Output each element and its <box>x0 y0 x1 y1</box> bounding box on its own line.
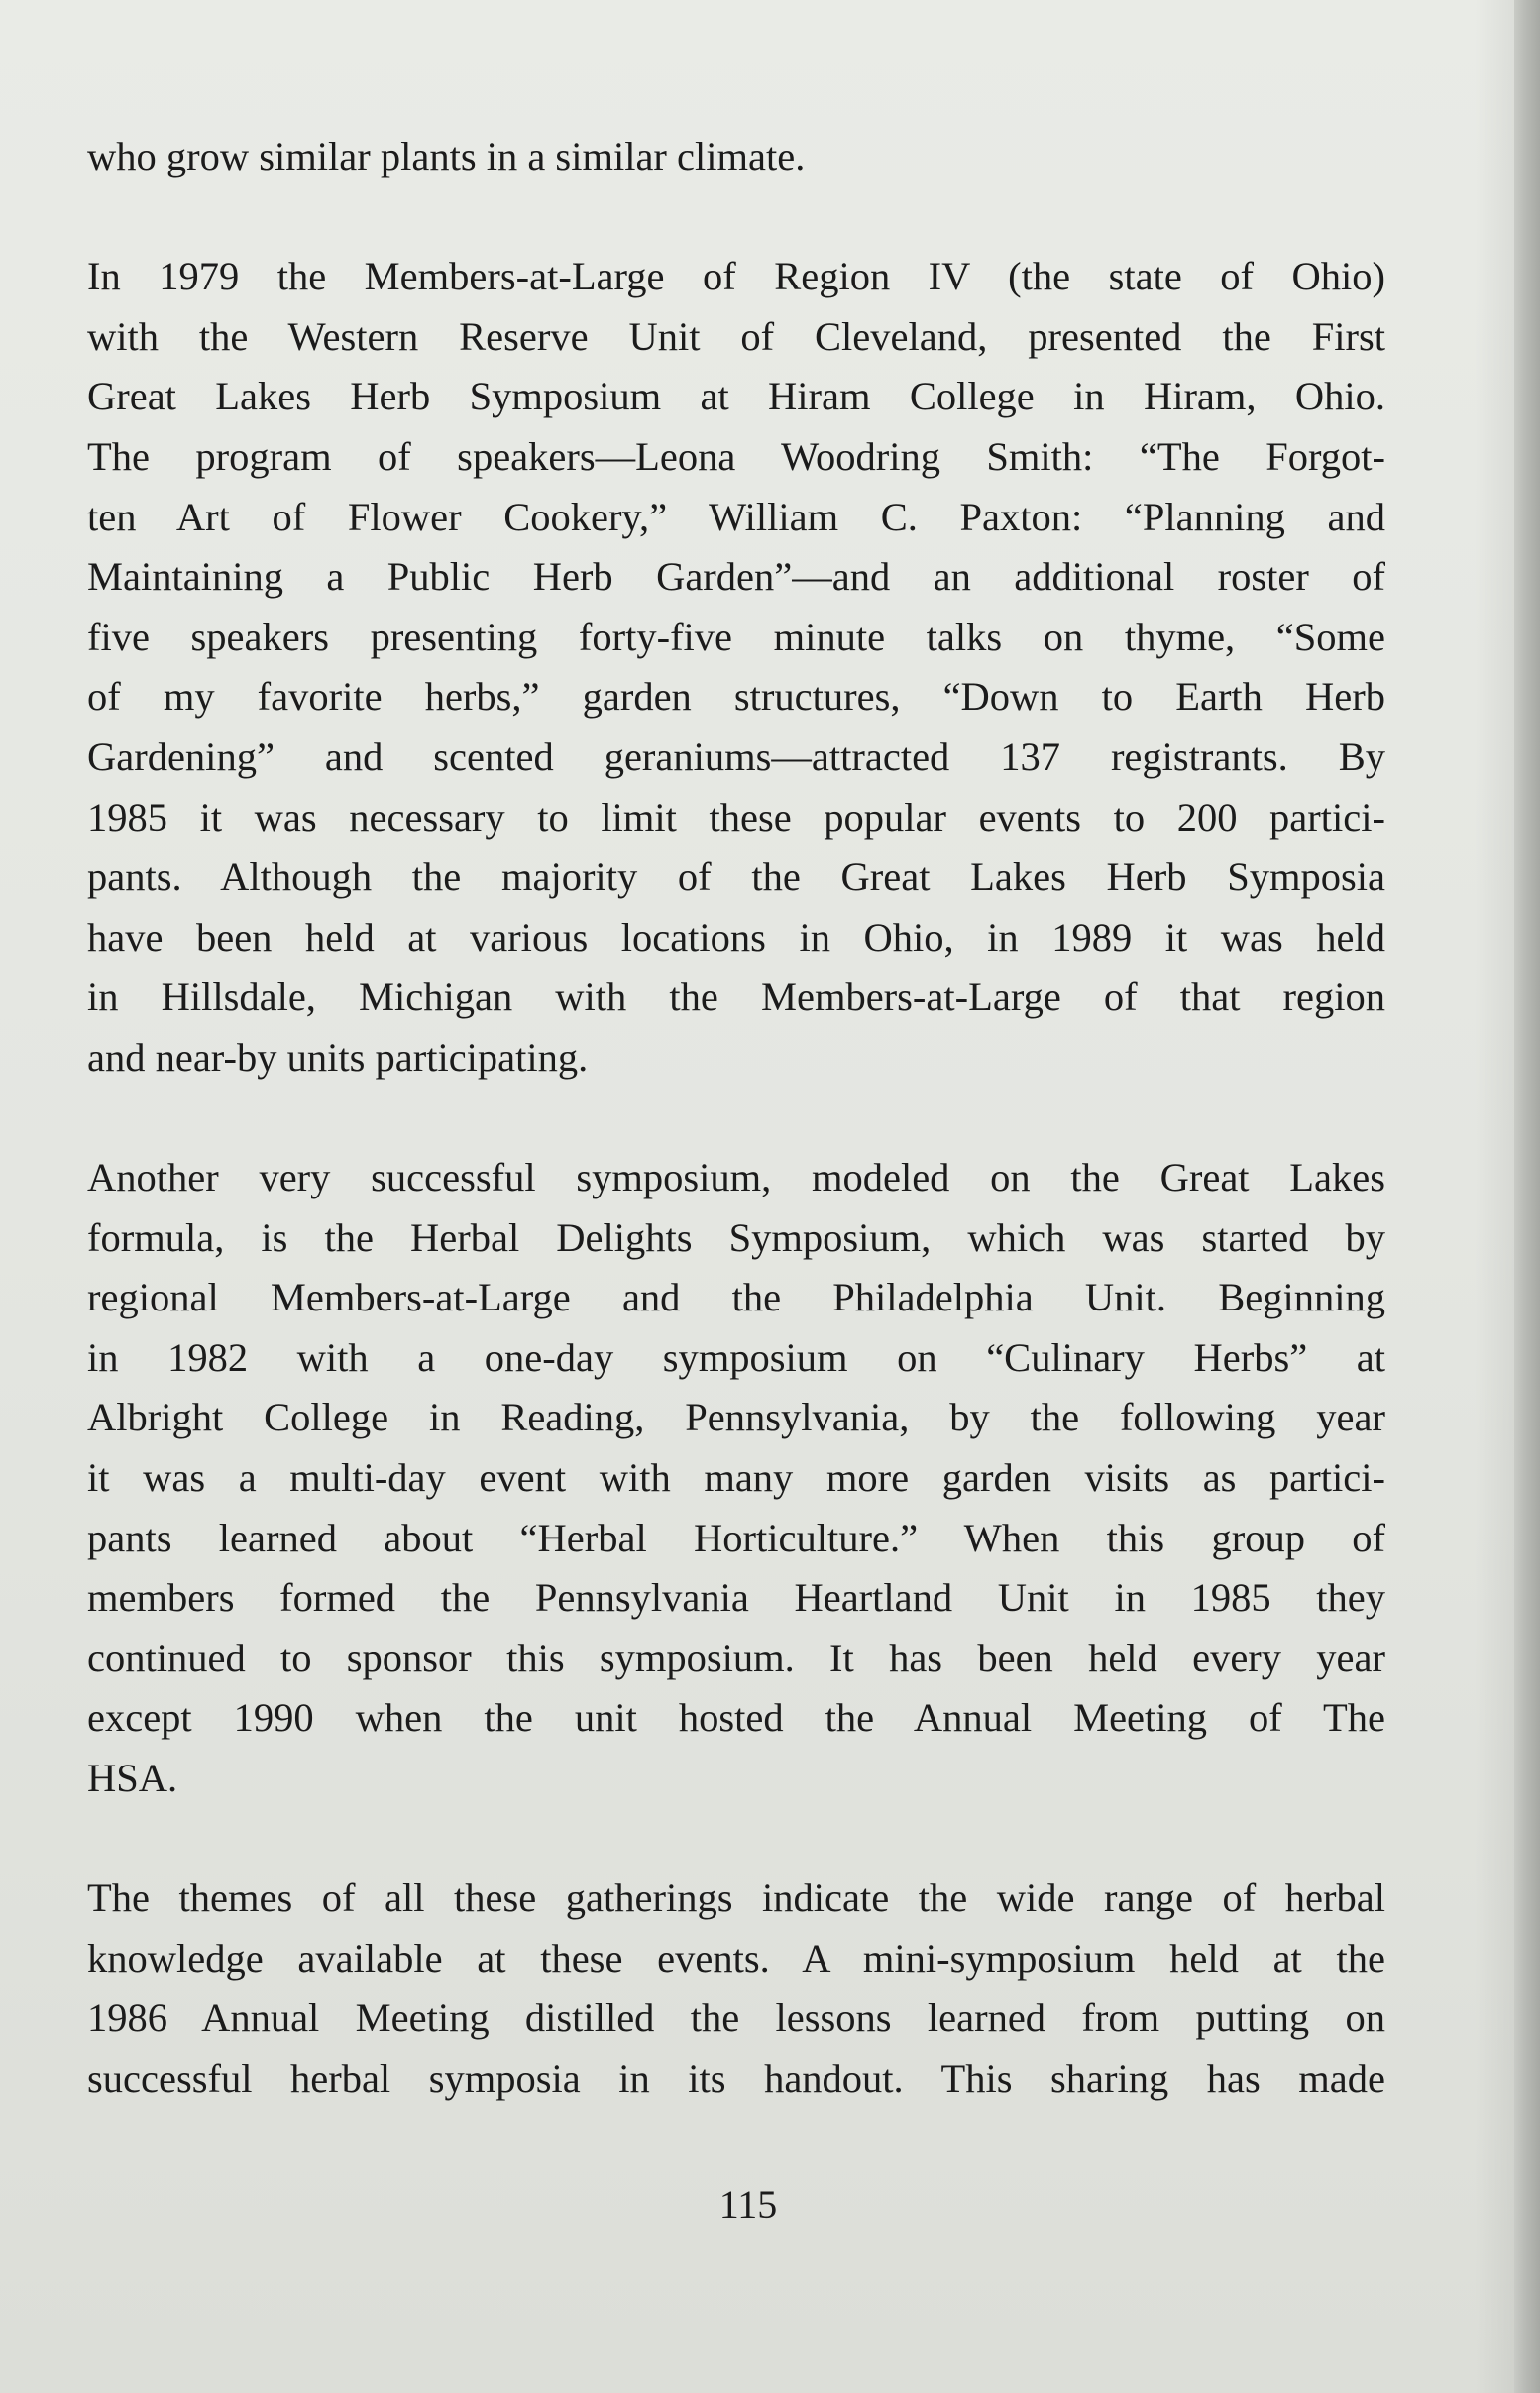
text-line: in 1982 with a one-day symposium on “Culinary Herbs” at <box>87 1334 1385 1380</box>
text-line: continued to sponsor this symposium. It has been held every year <box>87 1635 1385 1680</box>
paragraph-2 <box>87 1148 1385 1809</box>
paragraph-gap <box>87 187 1385 248</box>
text-line: 1985 it was necessary to limit these popular events to 200 partici- <box>87 794 1385 840</box>
page-edge <box>1514 0 1540 2393</box>
paragraph-gap <box>87 1809 1385 1870</box>
text-line: knowledge available at these events. A mini-symposium held at the <box>87 1935 1385 1981</box>
text-line: In 1979 the Members-at-Large of Region IV (the state of Ohio) <box>87 254 1385 299</box>
text-line: pants learned about “Herbal Horticulture.” When this group of <box>87 1515 1385 1560</box>
text-line: Great Lakes Herb Symposium at Hiram College in Hiram, Ohio. <box>87 374 1385 419</box>
text-line: it was a multi-day event with many more garden visits as partici- <box>87 1455 1385 1501</box>
text-line: with the Western Reserve Unit of Cleveland, presented the First <box>87 313 1385 359</box>
text-line: The program of speakers—Leona Woodring Smith: “The Forgot- <box>87 433 1385 479</box>
text-line: of my favorite herbs,” garden structures, “Down to Earth Herb <box>87 674 1385 720</box>
text-line: The themes of all these gatherings indicate the wide range of herbal <box>87 1876 1385 1921</box>
text-line: ten Art of Flower Cookery,” William C. Paxton: “Planning and <box>87 494 1385 539</box>
text-line: Albright College in Reading, Pennsylvania, by the following year <box>87 1395 1385 1440</box>
text-line: five speakers presenting forty-five minute talks on thyme, “Some <box>87 614 1385 659</box>
text-line: in Hillsdale, Michigan with the Members-at-Large of that region <box>87 974 1385 1020</box>
paragraph-1 <box>87 247 1385 1087</box>
lead-line: who grow similar plants in a similar climate. <box>87 134 806 178</box>
page-number: 115 <box>718 2182 778 2226</box>
paragraph-gap <box>87 1088 1385 1149</box>
text-line: formula, is the Herbal Delights Symposium, which was started by <box>87 1214 1385 1260</box>
text-line: successful herbal symposia in its handout. This sharing has made <box>87 2056 1385 2101</box>
text-line: have been held at various locations in Ohio, in 1989 it was held <box>87 914 1385 960</box>
text-line: and near-by units participating. <box>87 1034 589 1080</box>
text-line: except 1990 when the unit hosted the Annual Meeting of The <box>87 1695 1385 1741</box>
paragraph-3 <box>87 1869 1385 2108</box>
text-line: HSA. <box>87 1756 178 1801</box>
text-line: regional Members-at-Large and the Philadelphia Unit. Beginning <box>87 1275 1385 1320</box>
text-line: 1986 Annual Meeting distilled the lessons learned from putting on <box>87 1995 1385 2041</box>
text-line: Maintaining a Public Herb Garden”—and an additional roster of <box>87 554 1385 600</box>
text-line: pants. Although the majority of the Great Lakes Herb Symposia <box>87 855 1385 900</box>
text-line: Gardening” and scented geraniums—attracted 137 registrants. By <box>87 734 1385 779</box>
text-line: members formed the Pennsylvania Heartland Unit in 1985 they <box>87 1575 1385 1621</box>
page-shadow <box>1475 0 1514 2393</box>
text-line: Another very successful symposium, modeled on the Great Lakes <box>87 1155 1385 1200</box>
body-text <box>87 127 1385 2109</box>
